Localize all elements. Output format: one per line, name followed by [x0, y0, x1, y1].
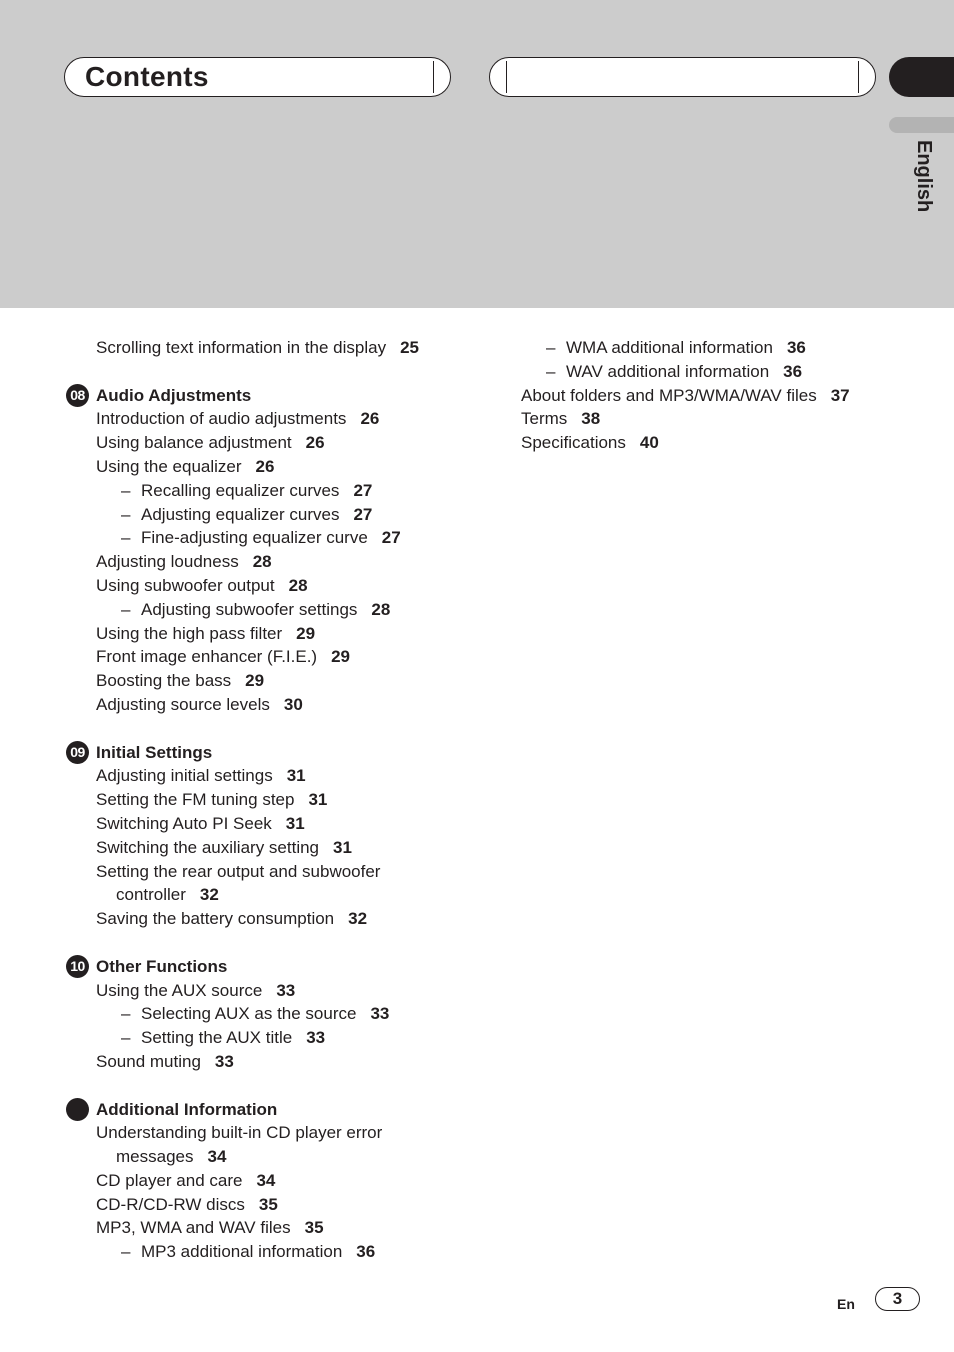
- footer-language-code: En: [837, 1296, 855, 1312]
- toc-entry[interactable]: Adjusting initial settings 31: [96, 766, 306, 786]
- section-heading[interactable]: 09 Initial Settings: [96, 741, 486, 765]
- toc-entry[interactable]: Sound muting 33: [96, 1051, 234, 1071]
- section-number-badge: 10: [66, 955, 89, 978]
- toc-entry[interactable]: Setting the rear output and subwoofer: [96, 861, 381, 881]
- blank-pill: [489, 57, 876, 97]
- language-tab-marker: [889, 117, 954, 133]
- page-number: 3: [875, 1287, 920, 1311]
- section-heading[interactable]: 08 Audio Adjustments: [96, 384, 486, 408]
- section-heading[interactable]: 10 Other Functions: [96, 955, 486, 979]
- toc-entry[interactable]: Switching the auxiliary setting 31: [96, 837, 352, 857]
- pill-divider: [506, 61, 507, 93]
- toc-entry[interactable]: Adjusting loudness 28: [96, 552, 272, 572]
- toc-subentry[interactable]: – Setting the AUX title 33: [96, 1026, 486, 1050]
- toc-subentry[interactable]: – WMA additional information 36: [521, 336, 941, 360]
- toc-entry[interactable]: CD-R/CD-RW discs 35: [96, 1194, 278, 1214]
- toc-subentry[interactable]: – Fine-adjusting equalizer curve 27: [96, 526, 486, 550]
- toc-entry[interactable]: Using the AUX source 33: [96, 980, 296, 1000]
- toc-entry[interactable]: Saving the battery consumption 32: [96, 909, 368, 929]
- pill-divider: [433, 61, 434, 93]
- toc-entry-continued[interactable]: messages 34: [116, 1147, 227, 1167]
- toc-entry[interactable]: Using the high pass filter 29: [96, 623, 316, 643]
- toc-right-column: [521, 336, 941, 455]
- toc-entry[interactable]: Using subwoofer output 28: [96, 575, 308, 595]
- toc-entry[interactable]: Using the equalizer 26: [96, 456, 275, 476]
- page-title: Contents: [85, 61, 209, 92]
- section-number-badge: 09: [66, 741, 89, 764]
- toc-entry[interactable]: Boosting the bass 29: [96, 671, 265, 691]
- toc-entry[interactable]: Introduction of audio adjustments 26: [96, 409, 380, 429]
- toc-subentry[interactable]: – Adjusting subwoofer settings 28: [96, 598, 486, 622]
- toc-subentry[interactable]: – WAV additional information 36: [521, 360, 941, 384]
- toc-entry[interactable]: CD player and care 34: [96, 1170, 276, 1190]
- toc-entry-continued[interactable]: controller 32: [116, 885, 219, 905]
- section-number-badge: [66, 1098, 89, 1121]
- toc-entry[interactable]: Terms 38: [521, 409, 601, 429]
- toc-entry[interactable]: Switching Auto PI Seek 31: [96, 813, 305, 833]
- toc-subentry[interactable]: – MP3 additional information 36: [96, 1240, 486, 1264]
- title-pill: [64, 57, 451, 97]
- toc-entry[interactable]: Adjusting source levels 30: [96, 694, 303, 714]
- section-tab: [889, 57, 954, 97]
- header-band: [0, 0, 954, 308]
- toc-entry[interactable]: Scrolling text information in the display 25: [96, 338, 420, 357]
- toc-entry[interactable]: Setting the FM tuning step 31: [96, 790, 328, 810]
- toc-subentry[interactable]: – Recalling equalizer curves 27: [96, 479, 486, 503]
- toc-subentry[interactable]: – Adjusting equalizer curves 27: [96, 503, 486, 527]
- pill-divider: [858, 61, 859, 93]
- toc-entry[interactable]: Understanding built-in CD player error: [96, 1123, 383, 1143]
- toc-entry[interactable]: MP3, WMA and WAV files 35: [96, 1218, 324, 1238]
- toc-entry[interactable]: About folders and MP3/WMA/WAV files 37: [521, 385, 850, 405]
- language-tab-label: English: [913, 140, 935, 213]
- section-heading[interactable]: Additional Information: [96, 1098, 486, 1122]
- section-number-badge: 08: [66, 384, 89, 407]
- toc-left-column: [70, 336, 486, 1264]
- toc-entry[interactable]: Specifications 40: [521, 433, 659, 453]
- toc-subentry[interactable]: – Selecting AUX as the source 33: [96, 1002, 486, 1026]
- toc-entry[interactable]: Front image enhancer (F.I.E.) 29: [96, 647, 351, 667]
- toc-entry[interactable]: Using balance adjustment 26: [96, 433, 325, 453]
